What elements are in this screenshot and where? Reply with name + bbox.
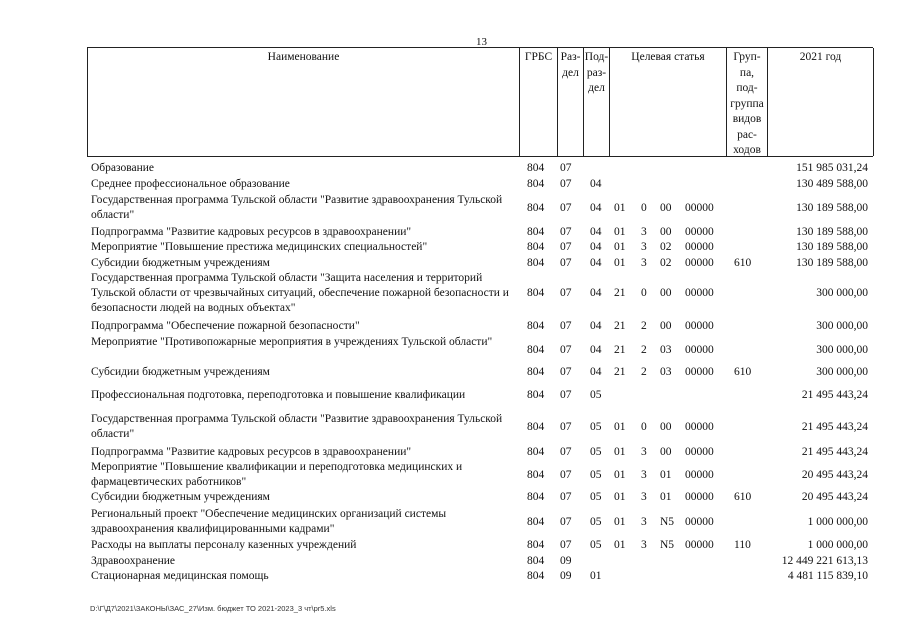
row-name: Государственная программа Тульской области "Развитие здравоохранения Тульской области" xyxy=(91,413,503,440)
row-t1: 01 xyxy=(614,257,626,269)
row-t3: 00 xyxy=(660,226,672,238)
row-grbs: 804 xyxy=(527,468,545,481)
row-grbs: 804 xyxy=(527,491,545,503)
row-podrazdel: 04 xyxy=(590,343,602,356)
row-podrazdel: 05 xyxy=(590,389,602,401)
row-razdel: 07 xyxy=(560,420,572,433)
row-name: Образование xyxy=(91,162,155,174)
header-podrazdel: Под- раз- дел xyxy=(584,48,610,156)
row-t4: 00000 xyxy=(685,343,714,356)
row-t3: 02 xyxy=(660,257,672,269)
row-t3: 02 xyxy=(660,241,672,253)
row-amount: 21 495 443,24 xyxy=(801,389,868,401)
row-grbs: 804 xyxy=(527,257,545,269)
row-t4: 00000 xyxy=(685,515,714,528)
row-razdel: 07 xyxy=(560,468,572,481)
row-t1: 21 xyxy=(614,320,626,332)
row-razdel: 09 xyxy=(560,555,572,567)
row-amount: 20 495 443,24 xyxy=(801,468,868,481)
row-t1: 01 xyxy=(614,201,626,214)
row-name: Среднее профессиональное образование xyxy=(91,178,290,190)
row-grbs: 804 xyxy=(527,226,545,238)
row-podrazdel: 04 xyxy=(590,226,602,238)
row-name: Мероприятие "Противопожарные мероприятия в учреждениях Тульской области" xyxy=(91,336,493,348)
row-t1: 01 xyxy=(614,241,626,253)
header-target-article: Целевая статья xyxy=(610,48,727,156)
row-podrazdel: 04 xyxy=(590,201,602,214)
row-t4: 00000 xyxy=(685,446,714,458)
row-t3: 03 xyxy=(660,343,672,356)
row-grbs: 804 xyxy=(527,201,545,214)
row-podrazdel: 01 xyxy=(590,570,602,582)
row-podrazdel: 04 xyxy=(590,178,602,190)
row-grbs: 804 xyxy=(527,287,545,299)
row-grbs: 804 xyxy=(527,446,545,458)
row-podrazdel: 05 xyxy=(590,515,602,528)
row-name: Субсидии бюджетным учреждениям xyxy=(91,491,270,503)
row-razdel: 07 xyxy=(560,320,572,332)
row-name: Стационарная медицинская помощь xyxy=(91,570,269,582)
row-grbs: 804 xyxy=(527,570,545,582)
header-expense-group: Груп- па, под- группа видов рас- ходов xyxy=(727,48,768,156)
row-t1: 01 xyxy=(614,420,626,433)
row-t4: 00000 xyxy=(685,287,714,299)
row-amount: 21 495 443,24 xyxy=(801,446,868,458)
row-t2: 3 xyxy=(641,257,647,269)
row-grbs: 804 xyxy=(527,366,545,378)
row-amount: 130 189 588,00 xyxy=(796,226,868,238)
row-razdel: 07 xyxy=(560,539,572,551)
row-name: Профессиональная подготовка, переподготовка и повышение квалификации xyxy=(91,389,466,401)
row-razdel: 07 xyxy=(560,241,572,253)
row-podrazdel: 04 xyxy=(590,320,602,332)
row-podrazdel: 05 xyxy=(590,539,602,551)
row-t2: 0 xyxy=(641,420,647,433)
row-name: Государственная программа Тульской области "Развитие здравоохранения Тульской области" xyxy=(91,194,503,221)
row-t1: 21 xyxy=(614,343,626,356)
row-t2: 3 xyxy=(641,446,647,458)
row-name: Подпрограмма "Развитие кадровых ресурсов в здравоохранении" xyxy=(91,226,412,238)
row-razdel: 07 xyxy=(560,343,572,356)
row-t2: 2 xyxy=(641,366,647,378)
header-razdel: Раз- дел xyxy=(558,48,584,156)
row-t1: 01 xyxy=(614,468,626,481)
row-amount: 300 000,00 xyxy=(816,343,868,356)
row-amount: 12 449 221 613,13 xyxy=(781,555,868,567)
row-t4: 00000 xyxy=(685,201,714,214)
row-t3: 00 xyxy=(660,446,672,458)
row-t2: 2 xyxy=(641,320,647,332)
row-amount: 4 481 115 839,10 xyxy=(787,570,868,582)
row-name: Государственная программа Тульской области "Защита населения и территорий Тульской области от чрезвычайных ситуаций, обеспечение пожарной безопасности и безопасности людей на водных объектах" xyxy=(91,272,509,314)
row-amount: 1 000 000,00 xyxy=(807,515,868,528)
row-grbs: 804 xyxy=(527,343,545,356)
row-t4: 00000 xyxy=(685,420,714,433)
row-t1: 01 xyxy=(614,226,626,238)
row-amount: 130 189 588,00 xyxy=(796,257,868,269)
row-t3: 00 xyxy=(660,287,672,299)
row-podrazdel: 05 xyxy=(590,468,602,481)
row-t2: 3 xyxy=(641,491,647,503)
row-podrazdel: 05 xyxy=(590,446,602,458)
row-razdel: 07 xyxy=(560,226,572,238)
row-amount: 20 495 443,24 xyxy=(801,491,868,503)
header-name: Наименование xyxy=(88,48,520,156)
row-t4: 00000 xyxy=(685,320,714,332)
row-razdel: 07 xyxy=(560,178,572,190)
row-t1: 01 xyxy=(614,446,626,458)
row-vid: 610 xyxy=(734,257,752,269)
row-grbs: 804 xyxy=(527,515,545,528)
row-t1: 21 xyxy=(614,287,626,299)
row-razdel: 07 xyxy=(560,257,572,269)
row-amount: 1 000 000,00 xyxy=(807,539,868,551)
row-t4: 00000 xyxy=(685,241,714,253)
row-name: Мероприятие "Повышение престижа медицинских специальностей" xyxy=(91,241,428,253)
row-razdel: 07 xyxy=(560,446,572,458)
row-name: Подпрограмма "Развитие кадровых ресурсов в здравоохранении" xyxy=(91,446,412,458)
header-year: 2021 год xyxy=(768,48,874,156)
row-t4: 00000 xyxy=(685,491,714,503)
row-t2: 3 xyxy=(641,241,647,253)
row-razdel: 07 xyxy=(560,162,572,174)
row-grbs: 804 xyxy=(527,162,545,174)
row-vid: 110 xyxy=(734,539,751,551)
row-amount: 130 489 588,00 xyxy=(796,178,868,190)
row-razdel: 07 xyxy=(560,201,572,214)
row-grbs: 804 xyxy=(527,420,545,433)
row-podrazdel: 04 xyxy=(590,287,602,299)
row-amount: 151 985 031,24 xyxy=(796,162,868,174)
row-razdel: 07 xyxy=(560,366,572,378)
row-t2: 2 xyxy=(641,343,647,356)
row-t3: 00 xyxy=(660,320,672,332)
page-number: 13 xyxy=(476,36,487,48)
row-razdel: 07 xyxy=(560,515,572,528)
row-name: Здравоохранение xyxy=(91,555,176,567)
row-grbs: 804 xyxy=(527,555,545,567)
row-grbs: 804 xyxy=(527,389,545,401)
row-vid: 610 xyxy=(734,366,752,378)
row-name: Региональный проект "Обеспечение медицинских организаций системы здравоохранения квалифицированными кадрами" xyxy=(91,508,447,535)
row-amount: 130 189 588,00 xyxy=(796,241,868,253)
row-razdel: 07 xyxy=(560,389,572,401)
row-t2: 3 xyxy=(641,468,647,481)
row-name: Подпрограмма "Обеспечение пожарной безопасности" xyxy=(91,320,360,332)
row-t2: 3 xyxy=(641,226,647,238)
row-podrazdel: 05 xyxy=(590,420,602,433)
row-grbs: 804 xyxy=(527,539,545,551)
row-podrazdel: 04 xyxy=(590,241,602,253)
row-t4: 00000 xyxy=(685,226,714,238)
row-t2: 3 xyxy=(641,515,647,528)
header-grbs: ГРБС xyxy=(520,48,558,156)
row-grbs: 804 xyxy=(527,178,545,190)
row-razdel: 07 xyxy=(560,491,572,503)
row-amount: 300 000,00 xyxy=(816,366,868,378)
row-amount: 300 000,00 xyxy=(816,287,868,299)
row-t3: 00 xyxy=(660,201,672,214)
row-name: Субсидии бюджетным учреждениям xyxy=(91,257,270,269)
row-podrazdel: 05 xyxy=(590,491,602,503)
row-grbs: 804 xyxy=(527,320,545,332)
row-name: Субсидии бюджетным учреждениям xyxy=(91,366,270,378)
row-t4: 00000 xyxy=(685,366,714,378)
row-t3: 01 xyxy=(660,468,672,481)
row-razdel: 07 xyxy=(560,287,572,299)
row-t2: 0 xyxy=(641,287,647,299)
row-t4: 00000 xyxy=(685,468,714,481)
row-name: Мероприятие "Повышение квалификации и переподготовка медицинских и фармацевтических работников" xyxy=(91,461,463,488)
row-podrazdel: 04 xyxy=(590,257,602,269)
row-t3: 03 xyxy=(660,366,672,378)
row-podrazdel: 04 xyxy=(590,366,602,378)
row-t2: 0 xyxy=(641,201,647,214)
row-vid: 610 xyxy=(734,491,752,503)
row-t1: 21 xyxy=(614,366,626,378)
row-t1: 01 xyxy=(614,515,626,528)
row-amount: 21 495 443,24 xyxy=(801,420,868,433)
row-t3: 00 xyxy=(660,420,672,433)
file-path-footer: D:\Г\Д7\2021\ЗАКОНЫ\ЗАС_27\Изм. бюджет ТО 2021-2023_3 чт\pr5.xls xyxy=(90,604,336,613)
row-t4: 00000 xyxy=(685,257,714,269)
row-t2: 3 xyxy=(641,539,647,551)
row-t1: 01 xyxy=(614,491,626,503)
row-t1: 01 xyxy=(614,539,626,551)
row-t3: 01 xyxy=(660,491,672,503)
row-amount: 300 000,00 xyxy=(816,320,868,332)
row-amount: 130 189 588,00 xyxy=(796,201,868,214)
row-t4: 00000 xyxy=(685,539,714,551)
row-t3: N5 xyxy=(660,515,675,528)
row-razdel: 09 xyxy=(560,570,572,582)
row-t3: N5 xyxy=(660,539,675,551)
row-grbs: 804 xyxy=(527,241,545,253)
row-name: Расходы на выплаты персоналу казенных учреждений xyxy=(91,539,357,551)
